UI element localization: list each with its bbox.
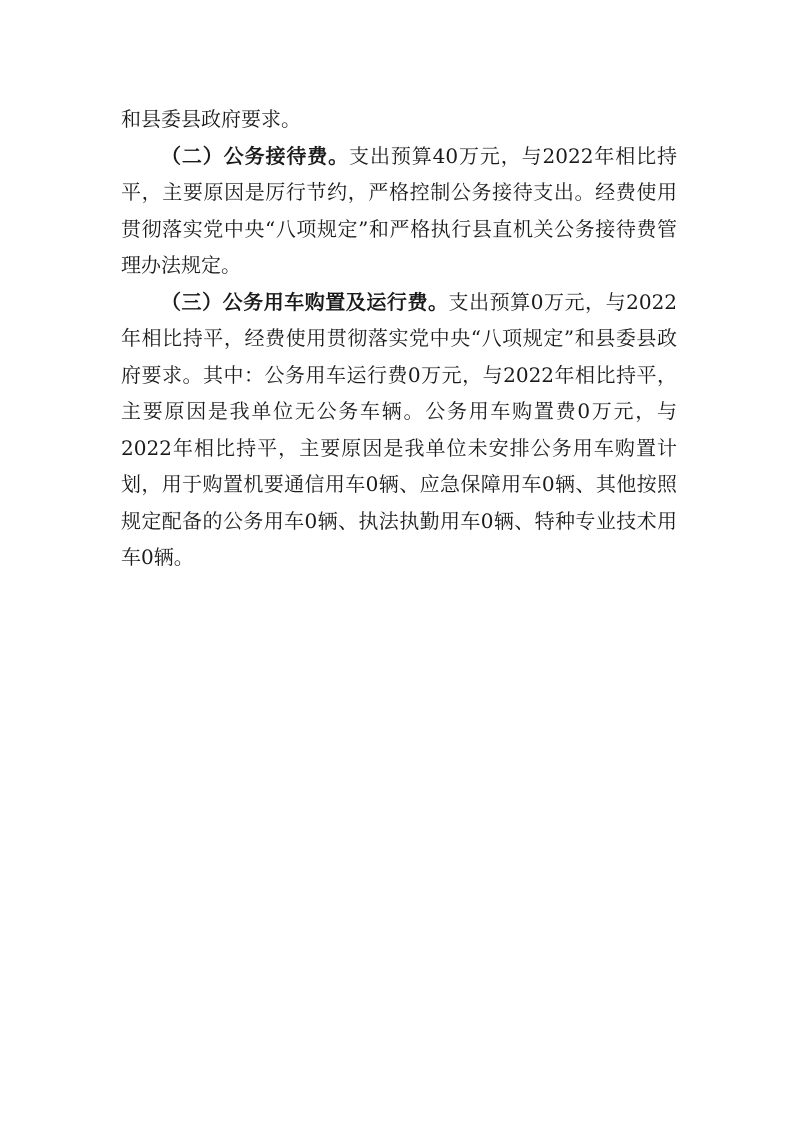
- section-heading-reception: （二）公务接待费。: [161, 143, 350, 168]
- document-body: [121, 101, 677, 576]
- paragraph-text: 和县委县政府要求。: [121, 107, 301, 131]
- paragraph-text: 支出预算0万元，与2022年相比持平，经费使用贯彻落实党中央“八项规定”和县委县政府要求。其中：公务用车运行费0万元，与2022年相比持平，主要原因是我单位无公务车辆。公务用车购置费0万元，与2022年相比持平，主要原因是我单位未安排公务用车购置计划，用于购置机要通信用车0辆、应急保障用车0辆、其他按照规定配备的公务用车0辆、执法执勤用车0辆、特种专业技术用车0辆。: [121, 289, 678, 569]
- paragraph-text: 支出预算40万元，与2022年相比持平，主要原因是厉行节约，严格控制公务接待支出。经费使用贯彻落实党中央“八项规定”和严格执行县直机关公务接待费管理办法规定。: [121, 143, 678, 277]
- paragraph-vehicle-expenses: [121, 284, 677, 576]
- paragraph-continuation: [121, 101, 677, 138]
- paragraph-reception-expenses: [121, 138, 677, 284]
- section-heading-vehicle: （三）公务用车购置及运行费。: [161, 289, 449, 314]
